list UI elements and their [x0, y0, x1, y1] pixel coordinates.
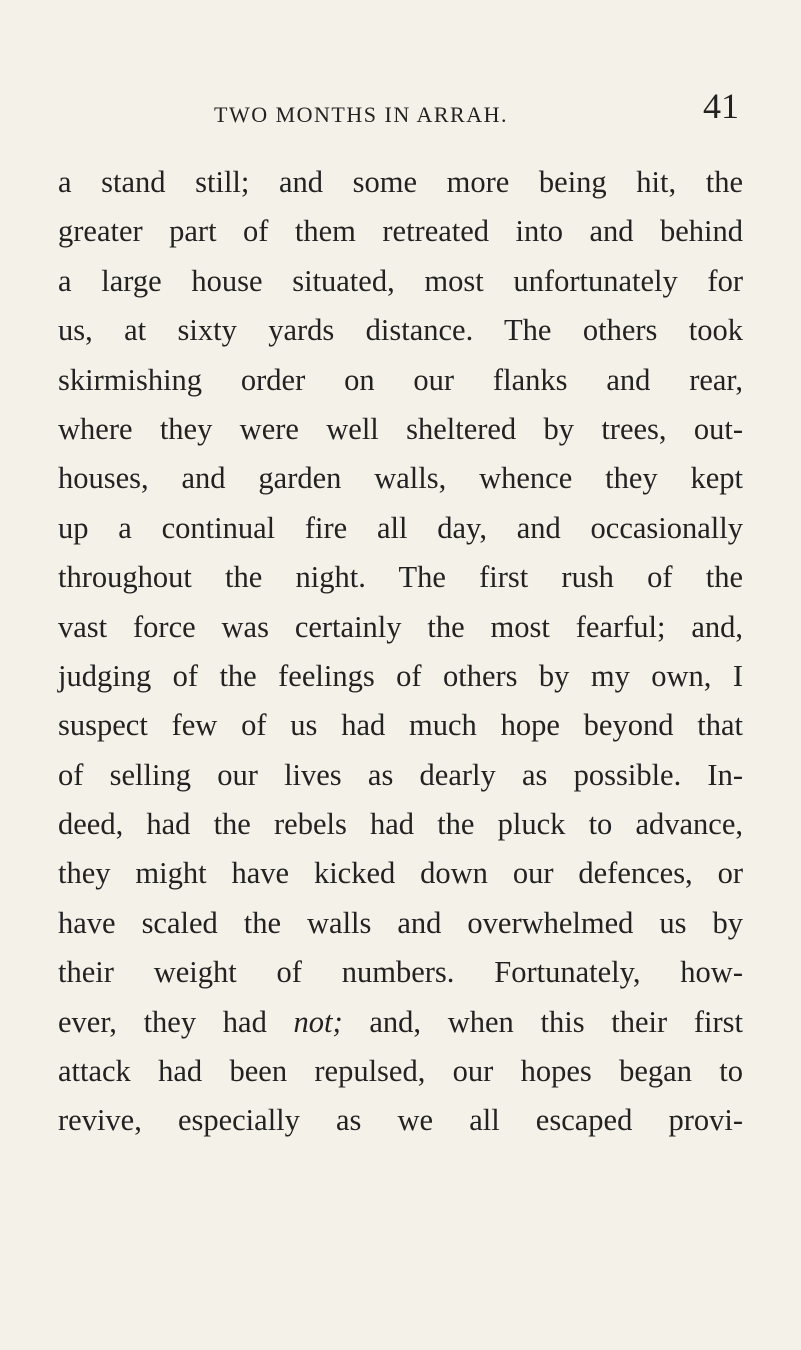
- text-line-6: where they were well sheltered by trees, out-: [58, 411, 743, 446]
- text-line-7: houses, and garden walls, whence they kept: [58, 461, 743, 496]
- text-line-15: they might have kicked down our defences, or: [58, 856, 743, 891]
- text-line-18-after: and, when this their first: [342, 1004, 743, 1039]
- running-head: [0, 88, 801, 138]
- text-line-18-before: ever, they had: [58, 1004, 294, 1039]
- text-line-4: us, at sixty yards distance. The others took: [58, 313, 743, 348]
- text-line-3: a large house situated, most unfortunately for: [58, 263, 743, 298]
- text-line-20: revive, especially as we all escaped provi-: [58, 1103, 743, 1138]
- text-line-16: have scaled the walls and overwhelmed us by: [58, 905, 743, 940]
- text-line-19: attack had been repulsed, our hopes began to: [58, 1054, 743, 1089]
- text-line-8: up a continual fire all day, and occasionally: [58, 510, 743, 545]
- italic-text: not;: [293, 1004, 343, 1039]
- text-line-9: throughout the night. The first rush of the: [58, 560, 743, 595]
- text-line-14: deed, had the rebels had the pluck to advance,: [58, 807, 743, 842]
- text-line-17: their weight of numbers. Fortunately, how-: [58, 955, 743, 990]
- text-line-13: of selling our lives as dearly as possible. In-: [58, 757, 743, 792]
- text-line-18: [58, 998, 743, 1047]
- text-line-2: greater part of them retreated into and behind: [58, 214, 743, 249]
- text-line-5: skirmishing order on our flanks and rear,: [58, 362, 743, 397]
- text-line-12: suspect few of us had much hope beyond that: [58, 708, 743, 743]
- running-title: TWO MONTHS IN ARRAH.: [214, 102, 508, 127]
- text-line-1: a stand still; and some more being hit, the: [58, 165, 743, 199]
- body-text: [58, 158, 743, 1278]
- text-line-10: vast force was certainly the most fearful; and,: [58, 609, 743, 644]
- text-line-11: judging of the feelings of others by my own, I: [58, 658, 743, 693]
- page-number: 41: [703, 86, 739, 126]
